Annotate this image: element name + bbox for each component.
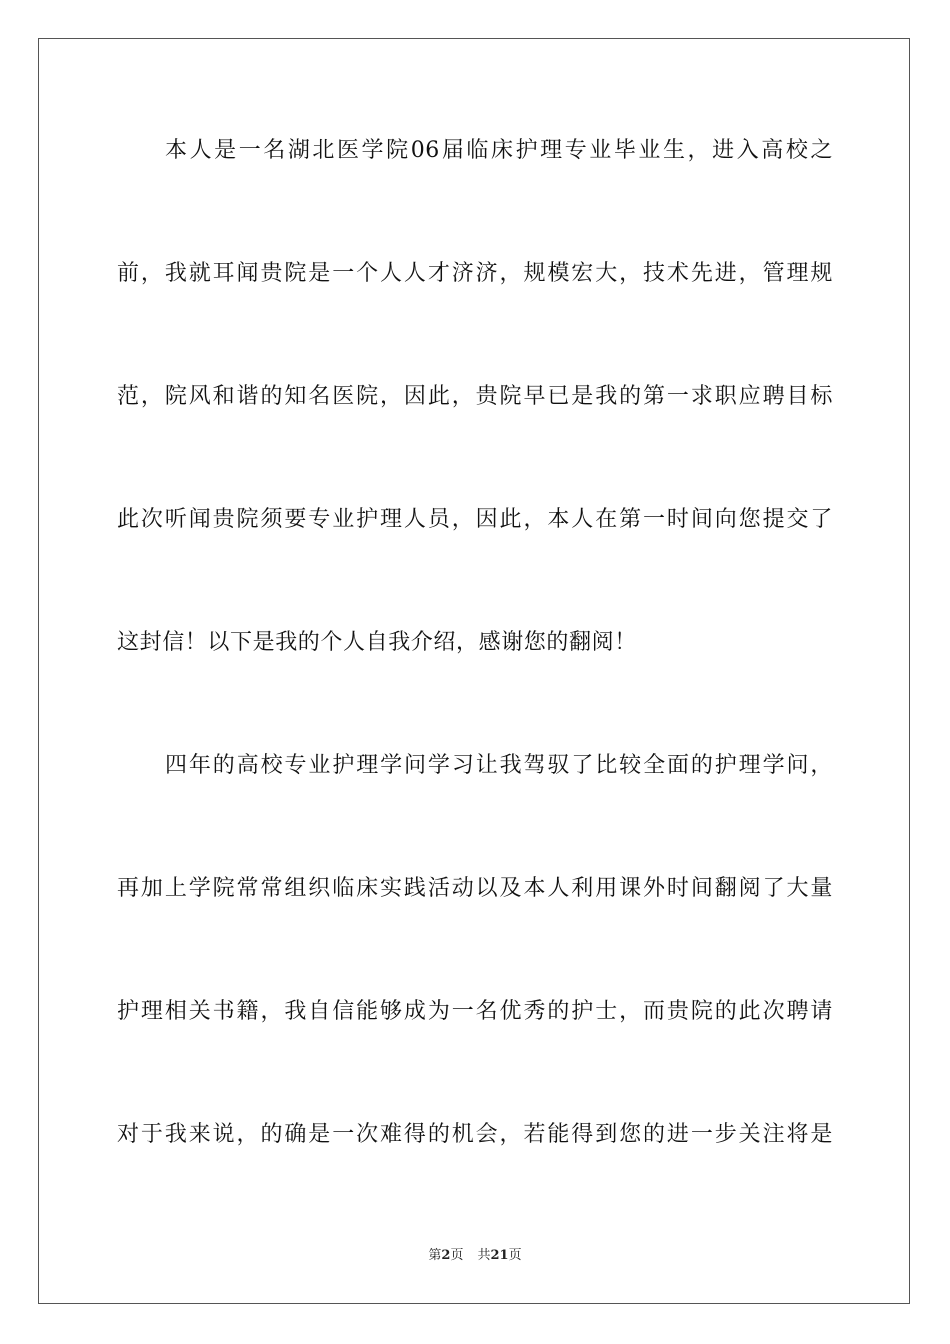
total-pages: 21 xyxy=(490,1248,509,1263)
paragraph-line: 再加上学院常常组织临床实践活动以及本人利用课外时间翻阅了大量 xyxy=(117,876,833,901)
paragraph-line: 护理相关书籍，我自信能够成为一名优秀的护士，而贵院的此次聘请 xyxy=(117,999,833,1024)
paragraph-line: 四年的高校专业护理学问学习让我驾驭了比较全面的护理学问， xyxy=(165,753,833,778)
page-number: 2 xyxy=(441,1248,451,1263)
paragraph-line: 前，我就耳闻贵院是一个人人才济济，规模宏大，技术先进，管理规 xyxy=(117,261,833,286)
paragraph-line: 本人是一名湖北医学院06届临床护理专业毕业生，进入高校之 xyxy=(165,138,833,163)
paragraph-line: 范，院风和谐的知名医院，因此，贵院早已是我的第一求职应聘目标 xyxy=(117,384,833,409)
page-footer xyxy=(0,1247,950,1265)
page-border xyxy=(38,38,910,1304)
page-prefix: 第 xyxy=(428,1248,442,1263)
paragraph-line: 这封信！以下是我的个人自我介绍，感谢您的翻阅！ xyxy=(117,630,637,655)
total-suffix: 页 xyxy=(508,1248,522,1263)
paragraph-line: 此次听闻贵院须要专业护理人员，因此，本人在第一时间向您提交了 xyxy=(117,507,833,532)
total-prefix: 共 xyxy=(477,1248,491,1263)
page-suffix: 页 xyxy=(450,1248,464,1263)
paragraph-line: 对于我来说，的确是一次难得的机会，若能得到您的进一步关注将是 xyxy=(117,1122,833,1147)
